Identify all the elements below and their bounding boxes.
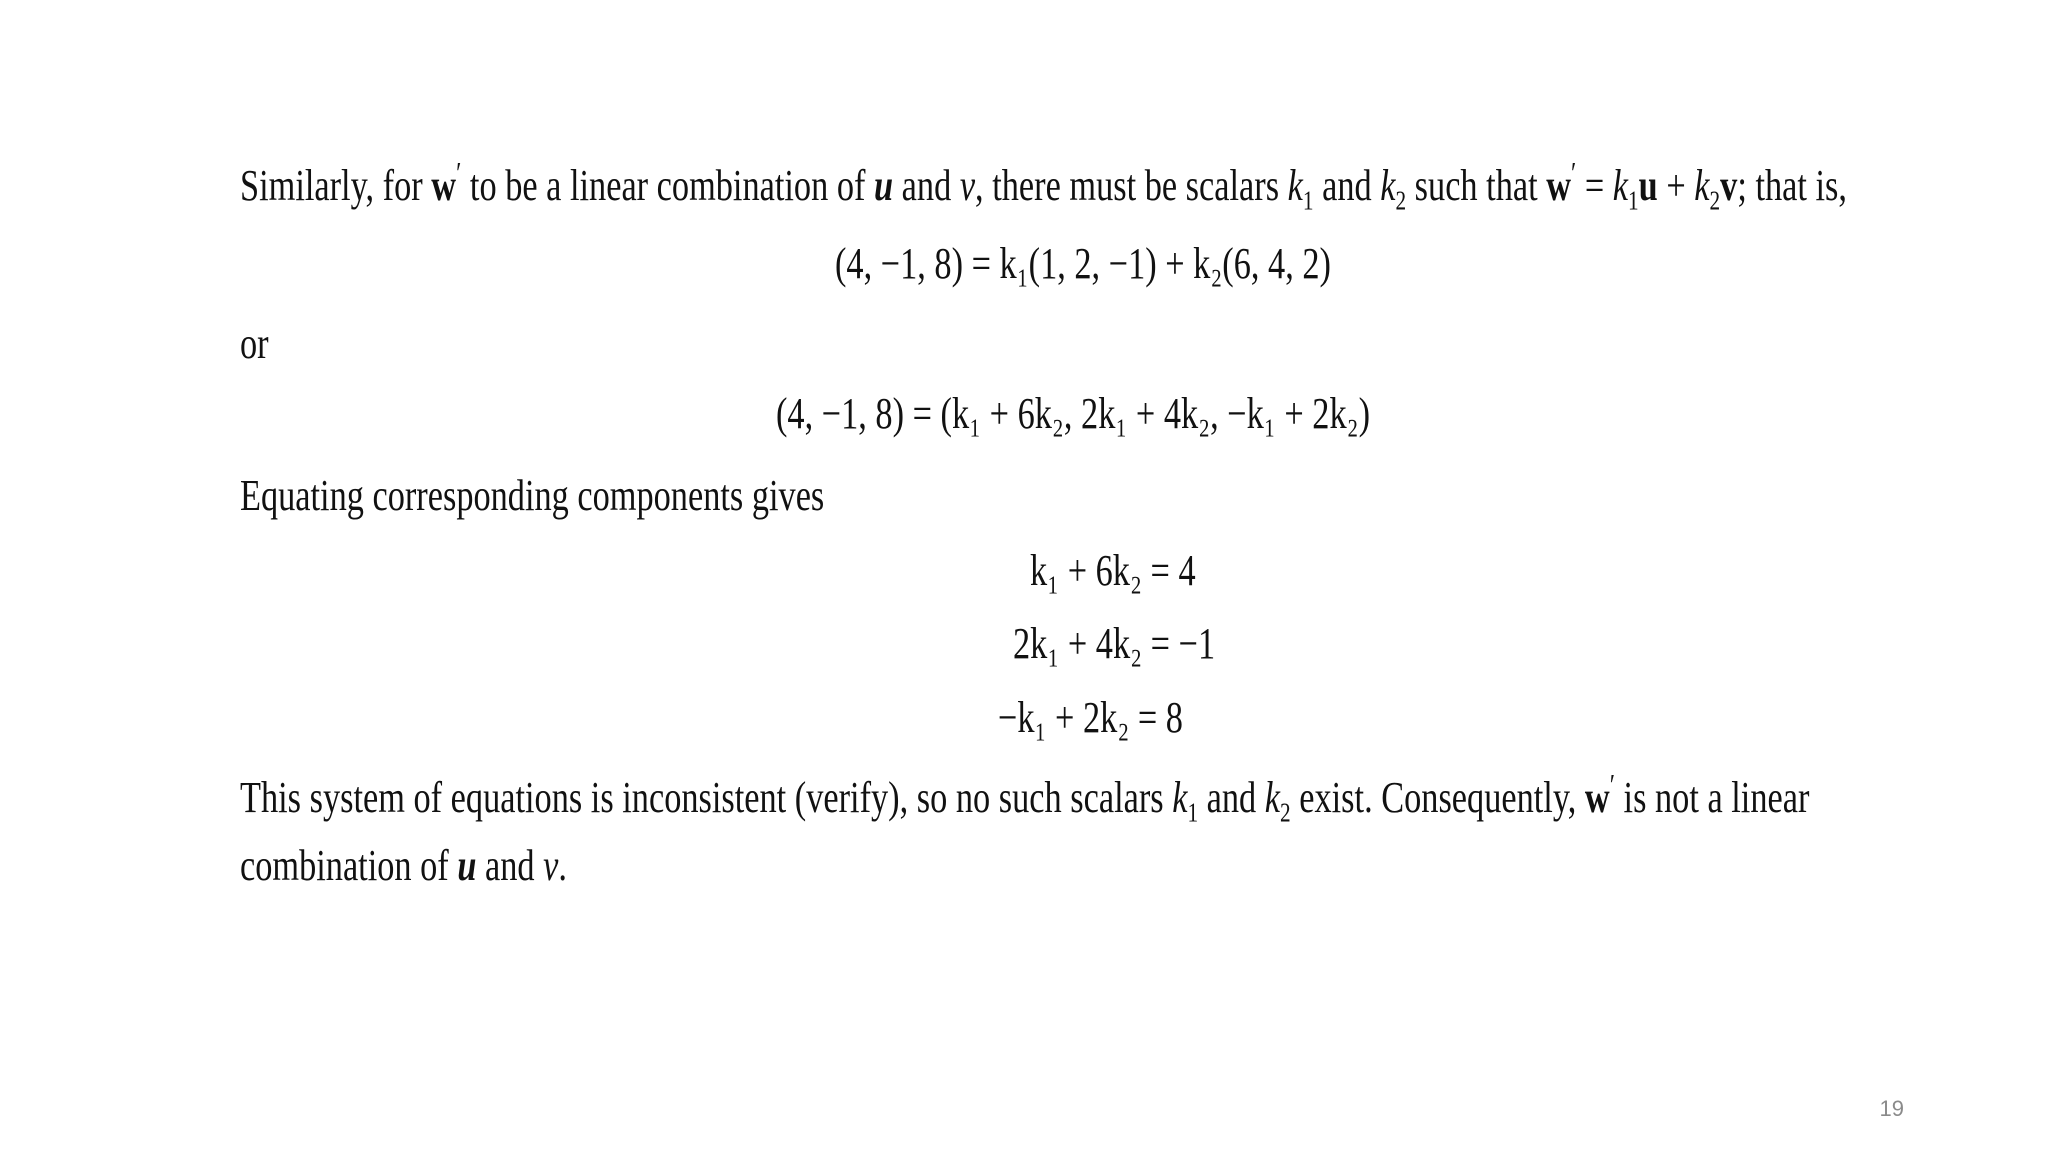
subscript: 2 — [1709, 185, 1721, 216]
text-span: is not a linear — [1614, 773, 1810, 822]
text-span: to be a linear combination of — [461, 161, 875, 210]
text-span: ; that is, — [1737, 161, 1847, 210]
equation-2: (4, −1, 8) = (k₁ + 6k₂, 2k₁ + 4k₂, −k₁ + 2k₂) — [776, 389, 1371, 438]
vector-v: v — [959, 161, 976, 210]
scalar-k1: k — [1172, 773, 1188, 822]
scalar-k1: k — [1287, 161, 1303, 210]
subscript: 1 — [1187, 797, 1199, 828]
text-span: and — [1313, 161, 1381, 210]
text-span: and — [893, 161, 960, 210]
text-span: and — [476, 841, 544, 890]
equating-text: Equating corresponding components gives — [240, 471, 825, 520]
conclusion-line-2 — [240, 840, 567, 891]
text-span: exist. Consequently, — [1290, 773, 1585, 822]
vector-v: v — [1720, 161, 1738, 210]
vector-u: u — [874, 161, 894, 210]
text-span: Similarly, for — [240, 161, 432, 210]
text-span: , there must be scalars — [975, 161, 1288, 210]
text-span: combination of — [240, 841, 458, 890]
text-span: This system of equations is inconsistent (verify), so no such scalars — [240, 773, 1173, 822]
paragraph-intro — [240, 156, 1847, 216]
page-number: 19 — [1879, 1096, 1904, 1121]
vector-w: w — [1546, 161, 1572, 210]
subscript: 2 — [1395, 185, 1407, 216]
prime-mark: ′ — [456, 156, 462, 191]
subscript: 1 — [1302, 185, 1314, 216]
text-span: and — [1198, 773, 1265, 822]
conclusion-line-1 — [240, 768, 1810, 828]
text-span: such that — [1406, 161, 1547, 210]
text-span: . — [558, 841, 567, 890]
system-equation-1: k₁ + 6k₂ = 4 — [1030, 546, 1196, 595]
scalar-k2: k — [1380, 161, 1396, 210]
system-equation-3: −k₁ + 2k₂ = 8 — [998, 693, 1183, 742]
prime-mark: ′ — [1609, 768, 1615, 803]
vector-u: u — [457, 841, 477, 890]
vector-w: w — [431, 161, 457, 210]
subscript: 1 — [1628, 185, 1639, 216]
text-span: + — [1657, 161, 1695, 210]
scalar-k2: k — [1264, 773, 1281, 822]
vector-w: w — [1584, 773, 1610, 822]
subscript: 2 — [1280, 797, 1291, 828]
vector-u: u — [1638, 161, 1658, 210]
system-equation-2: 2k₁ + 4k₂ = −1 — [1013, 619, 1216, 668]
scalar-k1: k — [1612, 161, 1629, 210]
connector-or: or — [240, 319, 269, 368]
equation-1: (4, −1, 8) = k₁(1, 2, −1) + k₂(6, 4, 2) — [835, 239, 1331, 288]
vector-v: v — [543, 841, 559, 890]
scalar-k2: k — [1694, 161, 1710, 210]
text-span: = — [1576, 161, 1613, 210]
prime-mark: ′ — [1571, 156, 1577, 191]
